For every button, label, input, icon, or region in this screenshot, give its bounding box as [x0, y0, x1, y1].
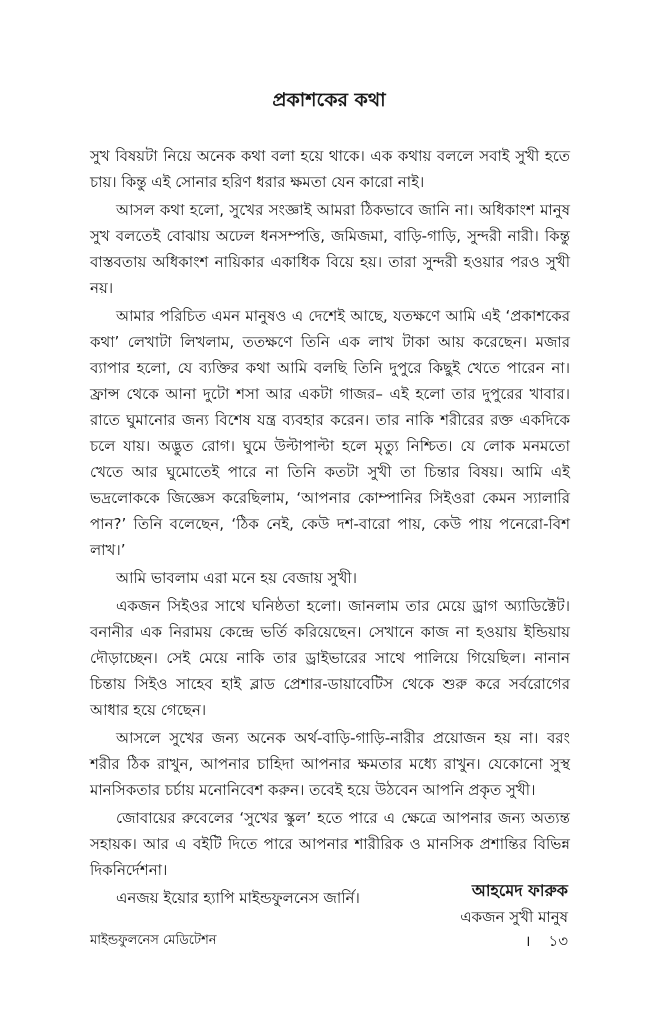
paragraph-1: সুখ বিষয়টা নিয়ে অনেক কথা বলা হয়ে থাকে। এক কথায় বললে সবাই সুখী হতে চায়। কিন্তু এই সোনার হরিণ ধরার ক্ষমতা যেন কারো নাই। — [90, 147, 570, 191]
footer-page-info — [525, 931, 568, 951]
paragraph-6: আসলে সুখের জন্য অনেক অর্থ-বাড়ি-গাড়ি-নারীর প্রয়োজন হয় না। বরং শরীর ঠিক রাখুন, আপনার চাহিদা আপনার ক্ষমতার মধ্যে রাখুন। যেকোনো সুস্থ মানসিকতার চর্চায় মনোনিবেশ করুন। তবেই হয়ে উঠবেন আপনি প্রকৃত সুখী। — [90, 729, 570, 799]
paragraph-2: আসল কথা হলো, সুখের সংজ্ঞাই আমরা ঠিকভাবে জানি না। অধিকাংশ মানুষ সুখ বলতেই বোঝায় অঢেল ধনসম্পত্তি, জমিজমা, বাড়ি-গাড়ি, সুন্দরী নারী। কিন্তু বাস্তবতায় অধিকাংশ নায়িকার একাধিক বিয়ে হয়। তারা সুন্দরী হওয়ার পরও সুখী নয়। — [90, 201, 570, 297]
signature-description: একজন সুখী মানুষ — [460, 908, 568, 926]
paragraph-4: আমি ভাবলাম এরা মনে হয় বেজায় সুখী। — [116, 569, 357, 587]
body-text — [90, 143, 570, 913]
paragraph-7: জোবায়ের রুবেলের ‘সুখের স্কুল’ হতে পারে এ ক্ষেত্রে আপনার জন্য অত্যন্ত সহায়ক। আর এ বইটি দিতে পারে আপনার শারীরিক ও মানসিক প্রশান্তির বিভিন্ন দিকনির্দেশনা। — [90, 809, 570, 879]
paragraph-5: একজন সিইওর সাথে ঘনিষ্ঠতা হলো। জানলাম তার মেয়ে ড্রাগ অ্যাডিক্টেট। বনানীর এক নিরাময় কেন্দ্রে ভর্তি করিয়েছেন। সেখানে কাজ না হওয়ায় ইন্ডিয়ায় দৌড়াচ্ছেন। সেই মেয়ে নাকি তার ড্রাইভারের সাথে পালিয়ে গিয়েছিল। নানান চিন্তায় সিইও সাহেব হাই ব্লাড প্রেশার-ডায়াবেটিস থেকে শুরু করে সর্বরোগের আধার হয়ে গেছেন। — [90, 597, 570, 719]
paragraph-3: আমার পরিচিত এমন মানুষও এ দেশেই আছে, যতক্ষণে আমি এই ‘প্রকাশকের কথা’ লেখাটা লিখলাম, ততক্ষণে তিনি এক লাখ টাকা আয় করেছেন। মজার ব্যাপার হলো, যে ব্যক্তির কথা আমি বলছি তিনি দুপুরে কিছুই খেতে পারেন না। ফ্রান্স থেকে আনা দুটো শসা আর একটা গাজর– এই হলো তার দুপুরের খাবার। রাতে ঘুমানোর জন্য বিশেষ যন্ত্র ব্যবহার করেন। তার নাকি শরীরের রক্ত একদিকে চলে যায়। অদ্ভুত রোগ। ঘুমে উল্টাপাল্টা হলে মৃত্যু নিশ্চিত। যে লোক মনমতো খেতে আর ঘুমোতেই পারে না তিনি কতটা সুখী তা চিন্তার বিষয়। আমি এই ভদ্রলোককে জিজ্ঞেস করেছিলাম, ‘আপনার কোম্পানির সিইওরা কেমন স্যালারি পান?’ তিনি বলেছেন, ‘ঠিক নেই, কেউ দশ-বারো পায়, কেউ পায় পনেরো-বিশ লাখ।’ — [90, 307, 570, 559]
page-title: প্রকাশকের কথা — [272, 89, 386, 111]
footer-book-title: মাইন্ডফুলনেস মেডিটেশন — [90, 933, 217, 948]
paragraph-8: এনজয় ইয়োর হ্যাপি মাইন্ডফুলনেস জার্নি। — [116, 889, 360, 907]
footer-separator: । — [524, 932, 531, 950]
page-number: ১৩ — [548, 932, 568, 950]
signature-name: আহমেদ ফারুক — [471, 881, 568, 900]
signature-block — [460, 878, 568, 930]
